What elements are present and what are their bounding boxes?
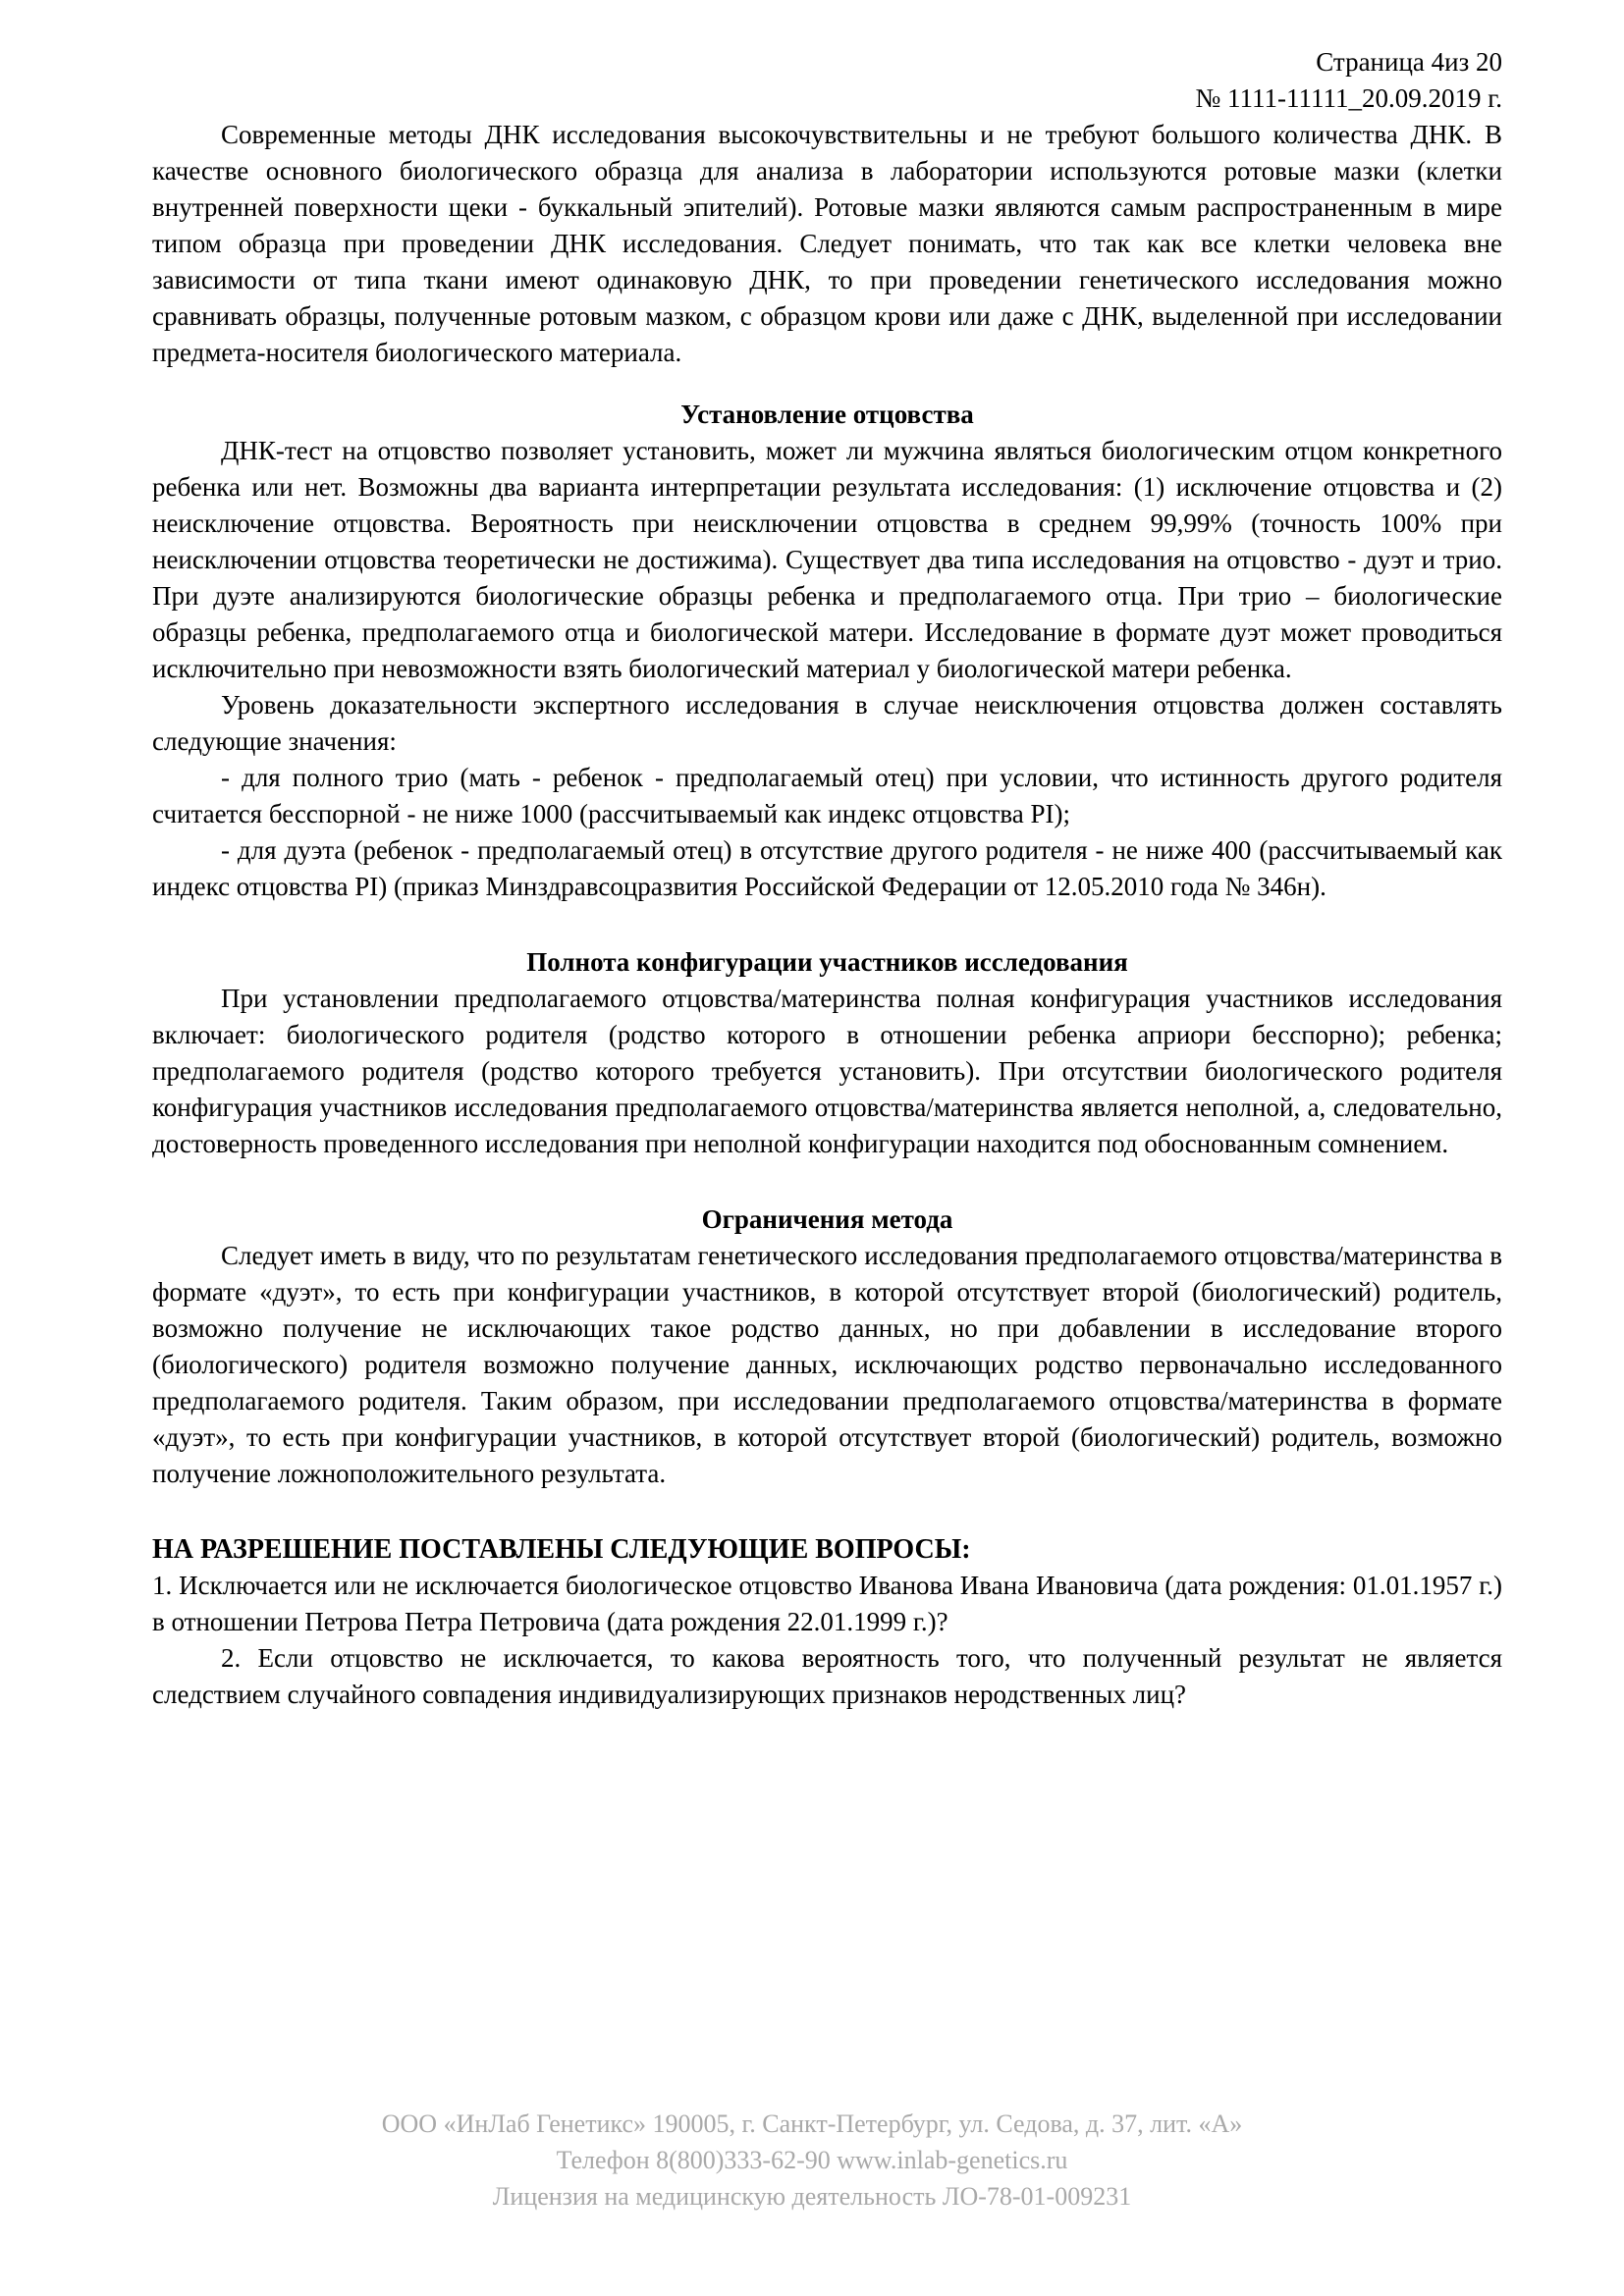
section-heading-limitations: Ограничения метода — [701, 1204, 953, 1234]
configuration-paragraph: При установлении предполагаемого отцовства/материнства полная конфигурация участников исследования включает: биологического родителя (родство которого в отношении ребенка априори бесспорно); ребенка; предполагаемого родителя (родство которого требуется установить). При отсутствии биологического родителя конфигурация участников исследования предполагаемого отцовства/материнства является неполной, а, следовательно, достоверность проведенного исследования при неполной конфигурации находится под обоснованным сомнением. — [152, 984, 1502, 1158]
footer-company-address: ООО «ИнЛаб Генетикс» 190005, г. Санкт-Петербург, ул. Седова, д. 37, лит. «А» — [381, 2109, 1243, 2138]
section-heading-configuration: Полнота конфигурации участников исследования — [526, 947, 1128, 977]
section-heading-paternity: Установление отцовства — [680, 400, 974, 429]
page-header — [152, 44, 1502, 117]
document-number: № 1111-11111_20.09.2019 г. — [1195, 83, 1502, 113]
page-footer — [0, 2106, 1624, 2215]
question-2: 2. Если отцовство не исключается, то какова вероятность того, что полученный результат не является следствием случайного совпадения индивидуализирующих признаков неродственных лиц? — [152, 1643, 1502, 1709]
questions-heading: НА РАЗРЕШЕНИЕ ПОСТАВЛЕНЫ СЛЕДУЮЩИЕ ВОПРОСЫ: — [152, 1534, 971, 1565]
limitations-paragraph: Следует иметь в виду, что по результатам генетического исследования предполагаемого отцовства/материнства в формате «дуэт», то есть при конфигурации участников, в которой отсутствует второй (биологический) родитель, возможно получение не исключающих такое родство данных, но при добавлении в исследование второго (биологического) родителя возможно получение данных, исключающих родство первоначально исследованного предполагаемого родителя. Таким образом, при исследовании предполагаемого отцовства/материнства в формате «дуэт», то есть при конфигурации участников, в которой отсутствует второй (биологический) родитель, возможно получение ложноположительного результата. — [152, 1241, 1502, 1488]
paternity-paragraph-2: Уровень доказательности экспертного исследования в случае неисключения отцовства должен составлять следующие значения: — [152, 690, 1502, 756]
intro-paragraph: Современные методы ДНК исследования высокочувствительны и не требуют большого количества ДНК. В качестве основного биологического образца для анализа в лаборатории используются ротовые мазки (клетки внутренней поверхности щеки - буккальный эпителий). Ротовые мазки являются самым распространенным в мире типом образца при проведении ДНК исследования. Следует понимать, что так как все клетки человека вне зависимости от типа ткани имеют одинаковую ДНК, то при проведении генетического исследования можно сравнивать образцы, полученные ротовым мазком, с образцом крови или даже с ДНК, выделенной при исследовании предмета-носителя биологического материала. — [152, 120, 1502, 367]
footer-phone-website: Телефон 8(800)333-62-90 www.inlab-genetics.ru — [556, 2146, 1068, 2174]
paternity-duet-item: - для дуэта (ребенок - предполагаемый отец) в отсутствие другого родителя - не ниже 400 (рассчитываемый как индекс отцовства PI) (приказ Минздравсоцразвития Российской Федерации от 12.05.2010 года № 346н). — [152, 835, 1502, 901]
footer-license: Лицензия на медицинскую деятельность ЛО-78-01-009231 — [492, 2182, 1132, 2211]
page-number: Страница 4из 20 — [1316, 47, 1502, 77]
paternity-paragraph-1: ДНК-тест на отцовство позволяет установить, может ли мужчина являться биологическим отцом конкретного ребенка или нет. Возможны два варианта интерпретации результата исследования: (1) исключение отцовства и (2) неисключение отцовства. Вероятность при неисключении отцовства в среднем 99,99% (точность 100% при неисключении отцовства теоретически не достижима). Существует два типа исследования на отцовство - дуэт и трио. При дуэте анализируются биологические образцы ребенка и предполагаемого отца. При трио – биологические образцы ребенка, предполагаемого отца и биологической матери. Исследование в формате дуэт может проводиться исключительно при невозможности взять биологический материал у биологической матери ребенка. — [152, 436, 1502, 683]
paternity-trio-item: - для полного трио (мать - ребенок - предполагаемый отец) при условии, что истинность другого родителя считается бесспорной - не ниже 1000 (рассчитываемый как индекс отцовства PI); — [152, 763, 1502, 828]
question-1: 1. Исключается или не исключается биологическое отцовство Иванова Ивана Ивановича (дата рождения: 01.01.1957 г.) в отношении Петрова Петра Петровича (дата рождения 22.01.1999 г.)? — [152, 1571, 1502, 1636]
